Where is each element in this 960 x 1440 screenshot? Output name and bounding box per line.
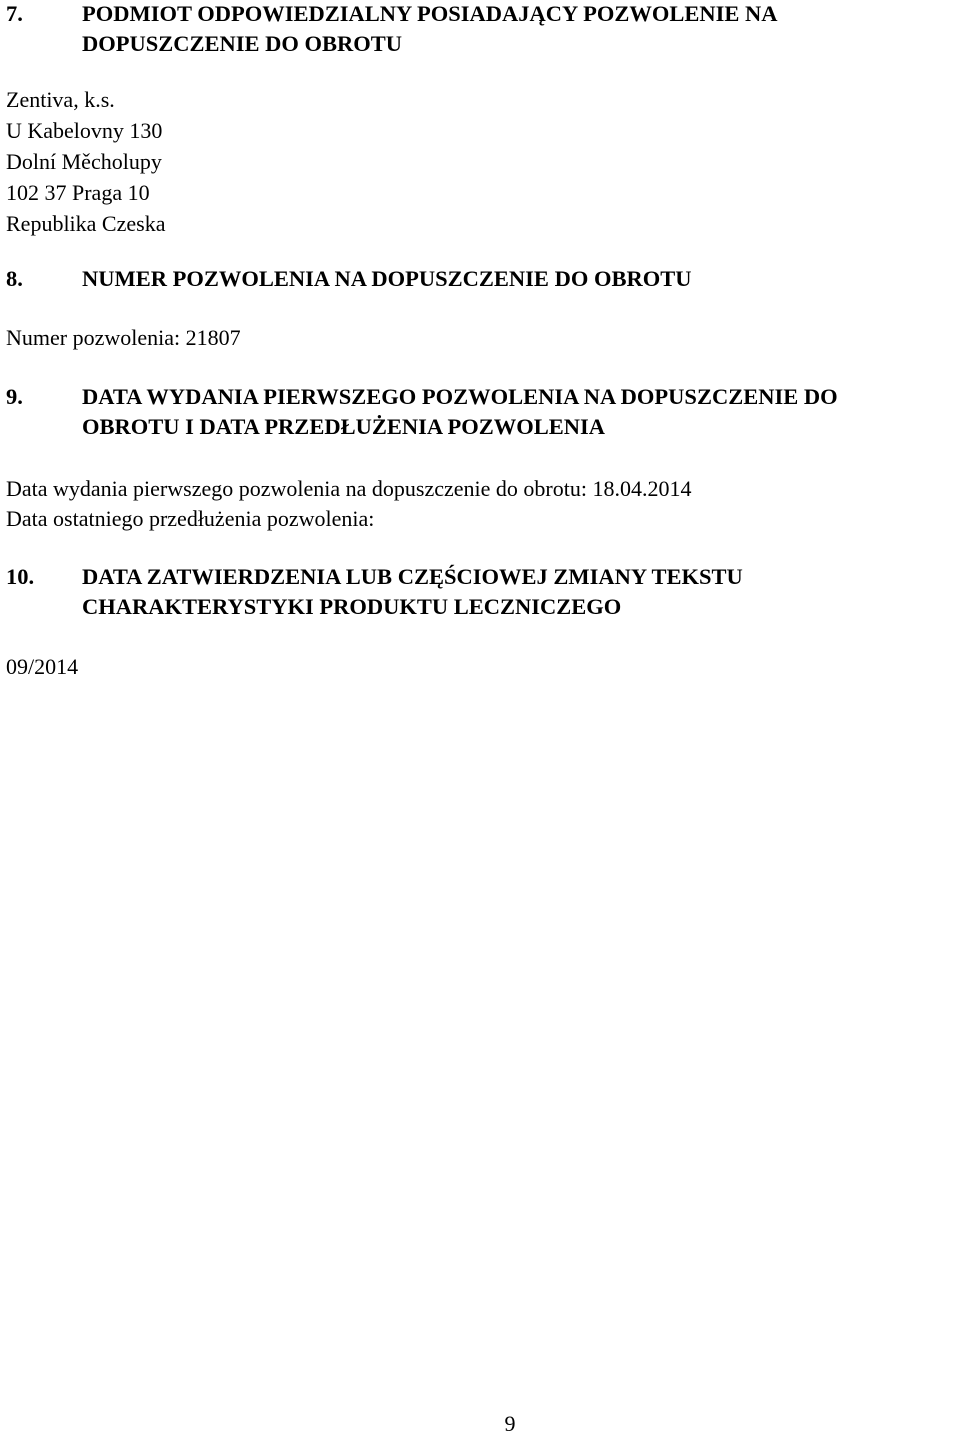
renewal-date-line: Data ostatniego przedłużenia pozwolenia: bbox=[6, 506, 375, 531]
section-9-title bbox=[82, 382, 838, 442]
address-line-country: Republika Czeska bbox=[6, 211, 166, 236]
address-line-street: U Kabelovny 130 bbox=[6, 118, 163, 143]
address-line-company: Zentiva, k.s. bbox=[6, 87, 115, 112]
section-10-title-line-1: DATA ZATWIERDZENIA LUB CZĘŚCIOWEJ ZMIANY TEKSTU bbox=[82, 564, 743, 589]
address-line-district: Dolní Měcholupy bbox=[6, 149, 162, 174]
page-number: 9 bbox=[504, 1411, 516, 1436]
section-8-title: NUMER POZWOLENIA NA DOPUSZCZENIE DO OBROTU bbox=[82, 266, 692, 291]
section-7-number: 7. bbox=[6, 1, 23, 26]
section-7-title-line-1: PODMIOT ODPOWIEDZIALNY POSIADAJĄCY POZWOLENIE NA bbox=[82, 1, 778, 26]
section-9-number: 9. bbox=[6, 384, 23, 409]
section-9-title-line-2: OBROTU I DATA PRZEDŁUŻENIA POZWOLENIA bbox=[82, 414, 606, 439]
permit-number-line: Numer pozwolenia: 21807 bbox=[6, 325, 241, 350]
section-7-title bbox=[82, 0, 777, 59]
approval-date: 09/2014 bbox=[6, 654, 79, 679]
first-issue-date-line: Data wydania pierwszego pozwolenia na dopuszczenie do obrotu: 18.04.2014 bbox=[6, 476, 692, 501]
section-10-number: 10. bbox=[6, 564, 35, 589]
section-7-title-line-2: DOPUSZCZENIE DO OBROTU bbox=[82, 31, 403, 56]
address-line-city: 102 37 Praga 10 bbox=[6, 180, 150, 205]
section-8-number: 8. bbox=[6, 266, 23, 291]
section-9-title-line-1: DATA WYDANIA PIERWSZEGO POZWOLENIA NA DOPUSZCZENIE DO bbox=[82, 384, 838, 409]
section-10-title bbox=[82, 562, 743, 622]
section-10-title-line-2: CHARAKTERYSTYKI PRODUKTU LECZNICZEGO bbox=[82, 594, 622, 619]
applicant-address bbox=[6, 84, 165, 239]
